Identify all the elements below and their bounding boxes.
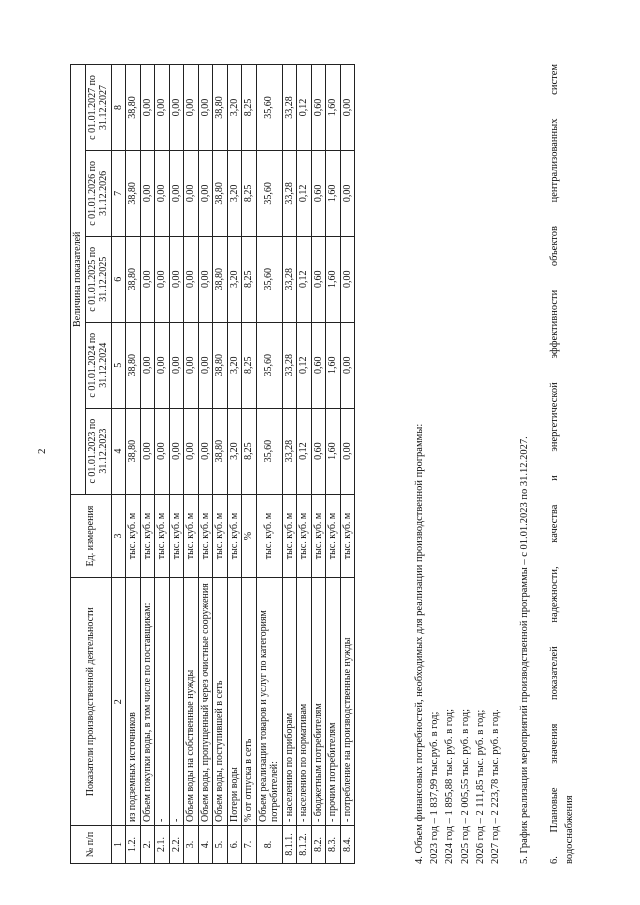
row-indicator-name: Объем воды, пропущенный через очистные сооружения: [198, 578, 213, 826]
row-number: 2.1.: [155, 826, 170, 864]
rotated-page-content: [70, 64, 610, 864]
row-unit: тыс. куб. м: [227, 494, 242, 578]
table-row: [169, 65, 184, 864]
row-value: 0,00: [198, 408, 213, 494]
table-row: [198, 65, 213, 864]
row-value: 0,00: [140, 322, 155, 408]
row-unit: тыс. куб. м: [169, 494, 184, 578]
header-period: с 01.01.2024 по 31.12.2024: [85, 322, 111, 408]
row-value: 33,28: [282, 150, 297, 236]
row-number: 8.4.: [340, 826, 355, 864]
row-value: 0,12: [297, 65, 312, 151]
column-number: 1: [111, 826, 126, 864]
row-indicator-name: -: [169, 578, 184, 826]
row-value: 35,60: [256, 322, 282, 408]
column-number: 3: [111, 494, 126, 578]
row-value: 38,80: [126, 65, 141, 151]
table-row: [140, 65, 155, 864]
row-number: 8.1.1.: [282, 826, 297, 864]
row-indicator-name: - бюджетным потребителям: [311, 578, 326, 826]
row-value: 0,00: [340, 65, 355, 151]
row-value: 0,00: [169, 236, 184, 322]
row-number: 8.1.2.: [297, 826, 312, 864]
row-unit: тыс. куб. м: [155, 494, 170, 578]
item4-line: 2023 год – 1 837,99 тыс.руб. в год;: [429, 711, 441, 864]
row-indicator-name: Объем воды на собственные нужды: [184, 578, 199, 826]
item6-title: 6. Плановые значения показателей надежности, качества и энергетической эффективности объектов централизованных систем: [548, 64, 560, 864]
row-number: 5.: [213, 826, 228, 864]
row-indicator-name: -: [155, 578, 170, 826]
row-value: 0,00: [340, 236, 355, 322]
row-value: 38,80: [126, 150, 141, 236]
row-value: 38,80: [213, 65, 228, 151]
row-unit: тыс. куб. м: [340, 494, 355, 578]
row-value: 3,20: [227, 150, 242, 236]
column-number: 4: [111, 408, 126, 494]
row-value: 0,00: [169, 150, 184, 236]
row-unit: тыс. куб. м: [184, 494, 199, 578]
table-row: [227, 65, 242, 864]
row-unit: тыс. куб. м: [282, 494, 297, 578]
row-value: 35,60: [256, 150, 282, 236]
column-number-row: [111, 65, 126, 864]
row-value: 1,60: [326, 150, 341, 236]
row-value: 0,12: [297, 322, 312, 408]
row-value: 38,80: [213, 408, 228, 494]
row-value: 0,00: [169, 322, 184, 408]
row-value: 1,60: [326, 65, 341, 151]
row-indicator-name: - населению по приборам: [282, 578, 297, 826]
row-value: 0,00: [140, 408, 155, 494]
row-indicator-name: % от отпуска в сеть: [242, 578, 257, 826]
row-unit: тыс. куб. м: [256, 494, 282, 578]
row-value: 1,60: [326, 322, 341, 408]
table-row: [213, 65, 228, 864]
row-unit: тыс. куб. м: [213, 494, 228, 578]
table-row: [282, 65, 297, 864]
item4-line: 2027 год – 2 223,78 тыс. руб. в год.: [490, 709, 502, 864]
row-value: 0,60: [311, 322, 326, 408]
row-indicator-name: Объем покупки воды, в том числе по поставщикам:: [140, 578, 155, 826]
row-value: 0,00: [198, 322, 213, 408]
row-value: 33,28: [282, 236, 297, 322]
row-value: 0,12: [297, 408, 312, 494]
column-number: 2: [111, 578, 126, 826]
row-unit: тыс. куб. м: [198, 494, 213, 578]
page-number: 2: [36, 448, 48, 454]
row-value: 38,80: [213, 150, 228, 236]
row-unit: тыс. куб. м: [126, 494, 141, 578]
row-value: 0,00: [155, 150, 170, 236]
header-num: № п/п: [71, 826, 112, 864]
header-period: с 01.01.2027 по 31.12.2027: [85, 65, 111, 151]
item4-title: 4. Объем финансовых потребностей, необходимых для реализации производственной программы:: [414, 423, 425, 864]
table-row: [126, 65, 141, 864]
row-value: 0,00: [340, 150, 355, 236]
production-indicators-table: [70, 64, 355, 864]
row-value: 0,00: [198, 150, 213, 236]
header-period: с 01.01.2026 по 31.12.2026: [85, 150, 111, 236]
row-value: 38,80: [213, 322, 228, 408]
row-value: 0,00: [155, 236, 170, 322]
row-number: 6.: [227, 826, 242, 864]
row-value: 38,80: [126, 322, 141, 408]
row-value: 0,00: [184, 65, 199, 151]
row-value: 1,60: [326, 408, 341, 494]
row-value: 3,20: [227, 236, 242, 322]
row-number: 3.: [184, 826, 199, 864]
row-value: 0,00: [169, 408, 184, 494]
column-number: 6: [111, 236, 126, 322]
row-number: 2.2.: [169, 826, 184, 864]
item4-line: 2025 год – 2 005,55 тыс. руб. в год;: [459, 708, 471, 864]
header-period: с 01.01.2025 по 31.12.2025: [85, 236, 111, 322]
row-value: 0,00: [184, 236, 199, 322]
row-value: 8,25: [242, 150, 257, 236]
row-value: 33,28: [282, 322, 297, 408]
row-value: 38,80: [213, 236, 228, 322]
row-value: 0,00: [198, 236, 213, 322]
item4-line: 2026 год – 2 111,85 тыс. руб. в год;: [474, 709, 486, 864]
notes-section: [412, 64, 577, 864]
row-value: 8,25: [242, 65, 257, 151]
item5-schedule: 5. График реализации мероприятий производственной программы – с 01.01.2023 по 31.12.2027.: [519, 436, 531, 864]
row-value: 0,00: [155, 408, 170, 494]
row-value: 0,00: [140, 236, 155, 322]
row-value: 1,60: [326, 236, 341, 322]
row-indicator-name: - прочим потребителям: [326, 578, 341, 826]
row-value: 0,60: [311, 236, 326, 322]
row-number: 8.: [256, 826, 282, 864]
row-value: 0,60: [311, 65, 326, 151]
row-indicator-name: Объем реализации товаров и услуг по категориям потребителей:: [256, 578, 282, 826]
row-value: 0,00: [198, 65, 213, 151]
row-value: 0,00: [184, 408, 199, 494]
row-value: 35,60: [256, 65, 282, 151]
row-value: 38,80: [126, 236, 141, 322]
row-unit: тыс. куб. м: [140, 494, 155, 578]
table-row: [184, 65, 199, 864]
row-number: 1.2.: [126, 826, 141, 864]
row-indicator-name: - населению по нормативам: [297, 578, 312, 826]
column-number: 5: [111, 322, 126, 408]
table-row: [256, 65, 282, 864]
header-indicator: Показатели производственной деятельности: [71, 578, 112, 826]
row-number: 4.: [198, 826, 213, 864]
row-number: 8.3.: [326, 826, 341, 864]
row-number: 7.: [242, 826, 257, 864]
table-row: [155, 65, 170, 864]
row-value: 8,25: [242, 236, 257, 322]
item6-title-cont: водоснабжения: [563, 795, 575, 864]
column-number: 7: [111, 150, 126, 236]
row-value: 0,00: [140, 65, 155, 151]
row-indicator-name: Потери воды: [227, 578, 242, 826]
row-value: 0,12: [297, 236, 312, 322]
row-value: 3,20: [227, 408, 242, 494]
row-indicator-name: из подземных источников: [126, 578, 141, 826]
row-value: 35,60: [256, 408, 282, 494]
row-value: 3,20: [227, 322, 242, 408]
row-value: 33,28: [282, 65, 297, 151]
row-number: 8.2.: [311, 826, 326, 864]
column-number: 8: [111, 65, 126, 151]
row-value: 0,00: [184, 150, 199, 236]
row-value: 33,28: [282, 408, 297, 494]
row-value: 0,60: [311, 150, 326, 236]
row-value: 0,00: [169, 65, 184, 151]
row-number: 2.: [140, 826, 155, 864]
row-indicator-name: Объем воды, поступившей в сеть: [213, 578, 228, 826]
row-value: 38,80: [126, 408, 141, 494]
header-value-group: Величина показателей: [71, 65, 86, 495]
header-unit: Ед. измерения: [71, 494, 112, 578]
row-unit: %: [242, 494, 257, 578]
table-row: [340, 65, 355, 864]
table-body: [126, 65, 355, 864]
row-value: 0,60: [311, 408, 326, 494]
row-value: 3,20: [227, 65, 242, 151]
row-value: 0,00: [340, 408, 355, 494]
table-row: [242, 65, 257, 864]
row-unit: тыс. куб. м: [326, 494, 341, 578]
row-value: 0,00: [155, 322, 170, 408]
row-unit: тыс. куб. м: [297, 494, 312, 578]
row-unit: тыс. куб. м: [311, 494, 326, 578]
row-indicator-name: - потребление на производственные нужды: [340, 578, 355, 826]
row-value: 0,00: [184, 322, 199, 408]
table-row: [326, 65, 341, 864]
row-value: 8,25: [242, 408, 257, 494]
row-value: 0,00: [140, 150, 155, 236]
row-value: 0,12: [297, 150, 312, 236]
row-value: 35,60: [256, 236, 282, 322]
header-row: [71, 65, 86, 864]
header-period: с 01.01.2023 по 31.12.2023: [85, 408, 111, 494]
row-value: 0,00: [340, 322, 355, 408]
table-row: [297, 65, 312, 864]
row-value: 0,00: [155, 65, 170, 151]
row-value: 8,25: [242, 322, 257, 408]
table-row: [311, 65, 326, 864]
item4-line: 2024 год – 1 895,88 тыс. руб. в год;: [444, 708, 456, 864]
